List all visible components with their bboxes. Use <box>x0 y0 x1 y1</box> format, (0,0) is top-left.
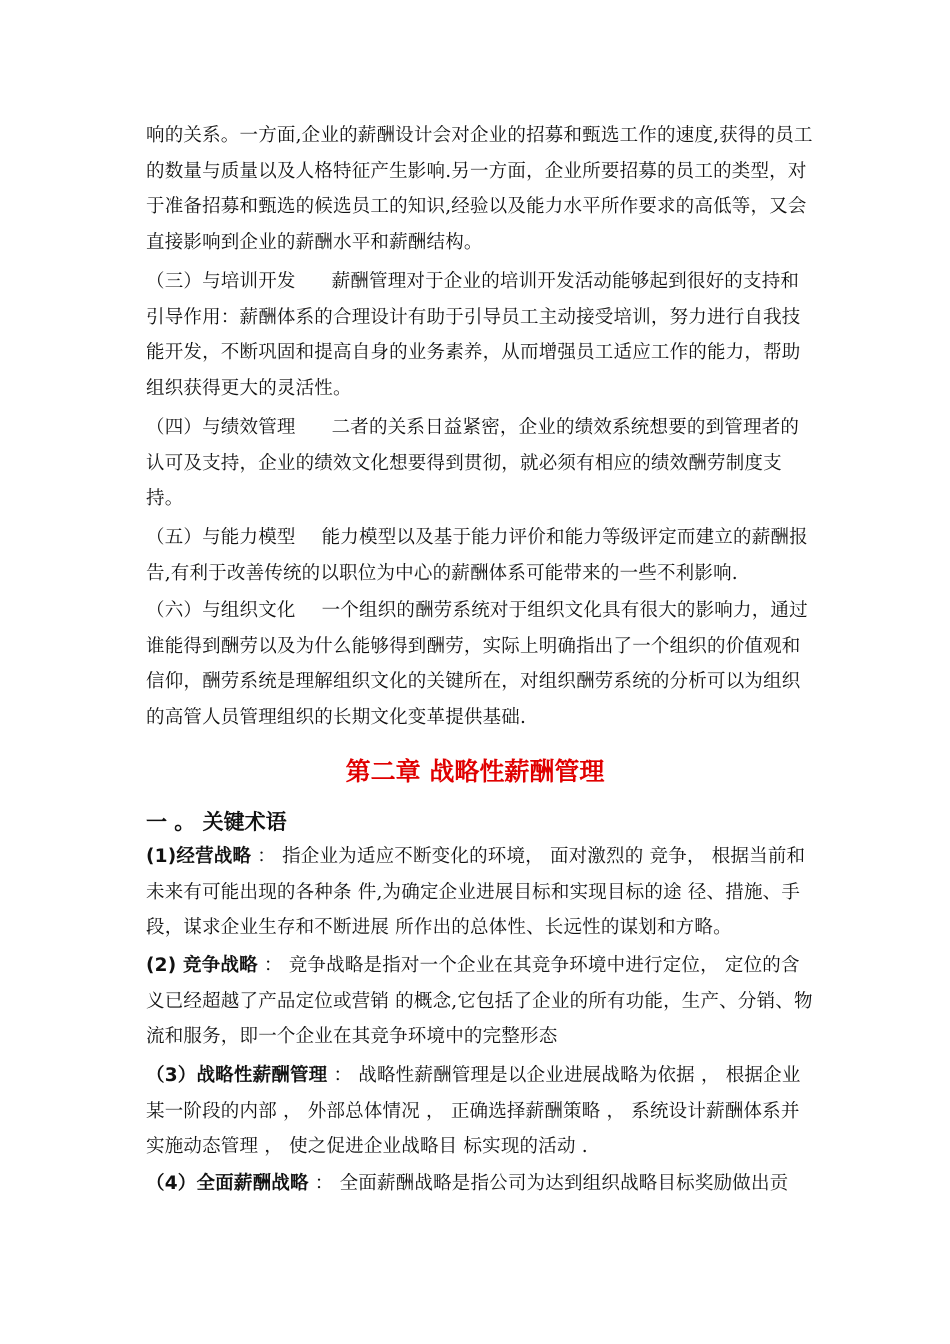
relation-performance <box>146 410 814 517</box>
term-separator: ： <box>251 846 283 867</box>
term-number: (1) <box>146 846 177 867</box>
term-name: 全面薪酬战略 <box>196 1173 309 1194</box>
relation-heading: （六）与组织文化 <box>146 600 296 621</box>
relation-heading: （五）与能力模型 <box>146 527 296 548</box>
term-item <box>146 839 814 946</box>
term-item <box>146 948 814 1055</box>
relation-text: 一个组织的酬劳系统对于组织文化具有很大的影响力，通过谁能得到酬劳以及为什么能够得到酬劳，实际上明确指出了一个组织的价值观和信仰，酬劳系统是理解组织文化的关键所在，对组织酬劳系统的分析可以为组织的高管人员管理组织的长期文化变革提供基础. <box>146 600 808 728</box>
term-definition: 全面薪酬战略是指公司为达到组织战略目标奖励做出贡 <box>339 1173 789 1194</box>
term-name: 经营战略 <box>176 846 252 867</box>
relation-text: 能力模型以及基于能力评价和能力等级评定而建立的薪酬报告,有利于改善传统的以职位为中心的薪酬体系可能带来的一些不利影响. <box>146 527 808 584</box>
relation-text: 二者的关系日益紧密，企业的绩效系统想要的到管理者的认可及支持，企业的绩效文化想要得到贯彻，就必须有相应的绩效酬劳制度支持。 <box>146 417 800 510</box>
term-number: （3） <box>146 1065 197 1086</box>
term-separator: ： <box>327 1065 359 1086</box>
term-number: (2) <box>146 955 184 976</box>
term-item <box>146 1058 814 1165</box>
term-definition: 竞争战略是指对一个企业在其竞争环境中进行定位， 定位的含义已经超越了产品定位或营销 的概念,它包括了企业的所有功能，生产、分销、物流和服务，即一个企业在其竞争环境中的完整形态 <box>146 955 813 1048</box>
chapter-title: 第二章 战略性薪酬管理 <box>345 757 605 786</box>
relation-competency <box>146 520 814 591</box>
term-item <box>146 1166 814 1202</box>
term-number: （4） <box>146 1173 197 1194</box>
term-definition: 指企业为适应不断变化的环境， 面对激烈的 竞争， 根据当前和未来有可能出现的各种条 件,为确定企业进展目标和实现目标的途 径、措施、手段，谋求企业生存和不断进展 所作出的总体性、长远性的谋划和方略。 <box>146 846 806 939</box>
section-title: 一 。 关键术语 <box>146 810 287 834</box>
term-name: 战略性薪酬管理 <box>196 1065 328 1086</box>
relation-heading: （三）与培训开发 <box>146 271 296 292</box>
term-name: 竞争战略 <box>183 955 258 976</box>
term-separator: ： <box>257 955 289 976</box>
intro-paragraph: 响的关系。一方面,企业的薪酬设计会对企业的招募和甄选工作的速度,获得的员工的数量与质量以及人格特征产生影响.另一方面，企业所要招募的员工的类型，对于准备招募和甄选的候选员工的知识,经验以及能力水平所作要求的高低等，又会直接影响到企业的薪酬水平和薪酬结构。 <box>146 125 813 253</box>
term-separator: ： <box>308 1173 340 1194</box>
relation-culture <box>146 593 814 735</box>
relation-training <box>146 264 814 406</box>
relation-heading: （四）与绩效管理 <box>146 417 296 438</box>
term-definition: 战略性薪酬管理是以企业进展战略为依据 ， 根据企业某一阶段的内部 ， 外部总体情况 ， 正确选择薪酬策略 ， 系统设计薪酬体系并实施动态管理 ， 使之促进企业战略目 标实现的活动 . <box>146 1065 801 1158</box>
relation-text: 薪酬管理对于企业的培训开发活动能够起到很好的支持和引导作用：薪酬体系的合理设计有助于引导员工主动接受培训，努力进行自我技能开发，不断巩固和提高自身的业务素养，从而增强员工适应工作的能力，帮助组织获得更大的灵活性。 <box>146 271 801 399</box>
